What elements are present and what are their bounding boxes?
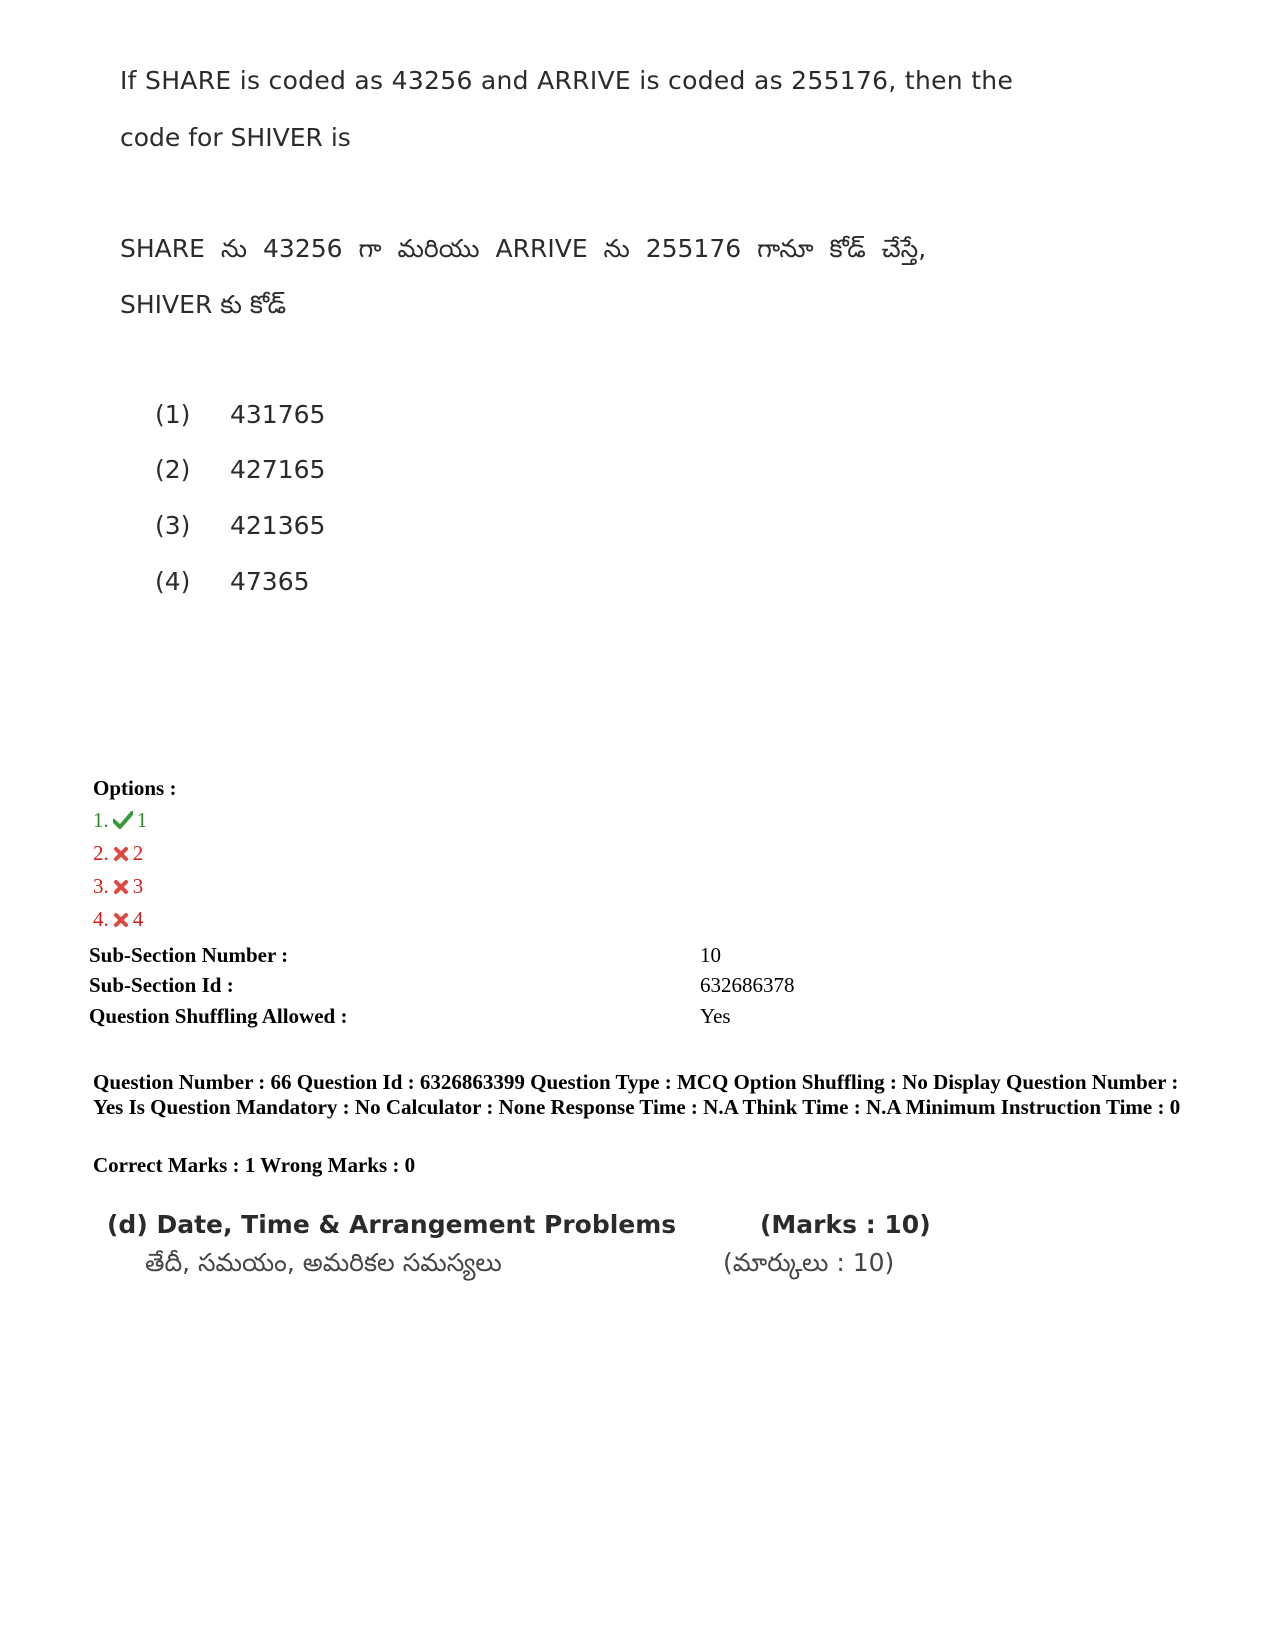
answer-choice: [155, 567, 310, 596]
answer-choice: [155, 511, 325, 540]
choice-value: 431765: [230, 400, 326, 429]
options-title: Options :: [93, 776, 177, 800]
option-item-1: [93, 808, 147, 833]
option-index: 2.: [93, 841, 109, 865]
subsection-number-label: Sub-Section Number :: [89, 943, 289, 967]
option-label: 3: [132, 874, 144, 898]
question-shuffling-label: Question Shuffling Allowed :: [89, 1004, 348, 1028]
checkmark-icon: [113, 811, 133, 829]
option-label: 1: [136, 808, 148, 832]
subsection-id-value: 632686378: [700, 973, 795, 997]
section-marks-telugu: (మార్కులు : 10): [723, 1248, 895, 1277]
option-item-2: [93, 841, 143, 866]
answer-choice: [155, 455, 325, 484]
marks-info: Correct Marks : 1 Wrong Marks : 0: [93, 1153, 416, 1177]
question-shuffling-value: Yes: [700, 1004, 731, 1028]
choice-value: 427165: [230, 455, 326, 484]
choice-number: (1): [155, 400, 191, 429]
choice-value: 421365: [230, 511, 326, 540]
option-index: 3.: [93, 874, 109, 898]
answer-choice: [155, 400, 325, 429]
cross-icon: [113, 879, 129, 895]
cross-icon: [113, 846, 129, 862]
option-item-4: [93, 907, 143, 932]
question-english-line-1: If SHARE is coded as 43256 and ARRIVE is coded as 255176, then the: [120, 66, 1014, 95]
option-index: 1.: [93, 808, 109, 832]
section-title-telugu: తేదీ, సమయం, అమరికల సమస్యలు: [145, 1248, 502, 1277]
question-english-line-2: code for SHIVER is: [120, 123, 351, 152]
question-info: Question Number : 66 Question Id : 6326863399 Question Type : MCQ Option Shuffling : No Display Question Number : Yes Is Question Mandatory : No Calculator : None Response Time : N.A Think Time : N.A Minimum Instruction Time : 0: [93, 1070, 1181, 1119]
choice-number: (2): [155, 455, 191, 484]
option-index: 4.: [93, 907, 109, 931]
choice-number: (4): [155, 567, 191, 596]
choice-number: (3): [155, 511, 191, 540]
option-label: 4: [132, 907, 144, 931]
section-marks: (Marks : 10): [760, 1210, 931, 1239]
subsection-number-value: 10: [700, 943, 721, 967]
option-label: 2: [132, 841, 144, 865]
cross-icon: [113, 912, 129, 928]
subsection-id-label: Sub-Section Id :: [89, 973, 234, 997]
question-telugu-line-2: SHIVER కు కోడ్: [120, 290, 287, 319]
option-item-3: [93, 874, 143, 899]
choice-value: 47365: [230, 567, 310, 596]
question-telugu-line-1: SHARE ను 43256 గా మరియు ARRIVE ను 255176 గానూ కోడ్ చేస్తే,: [120, 234, 927, 263]
section-title: (d) Date, Time & Arrangement Problems: [107, 1210, 677, 1239]
